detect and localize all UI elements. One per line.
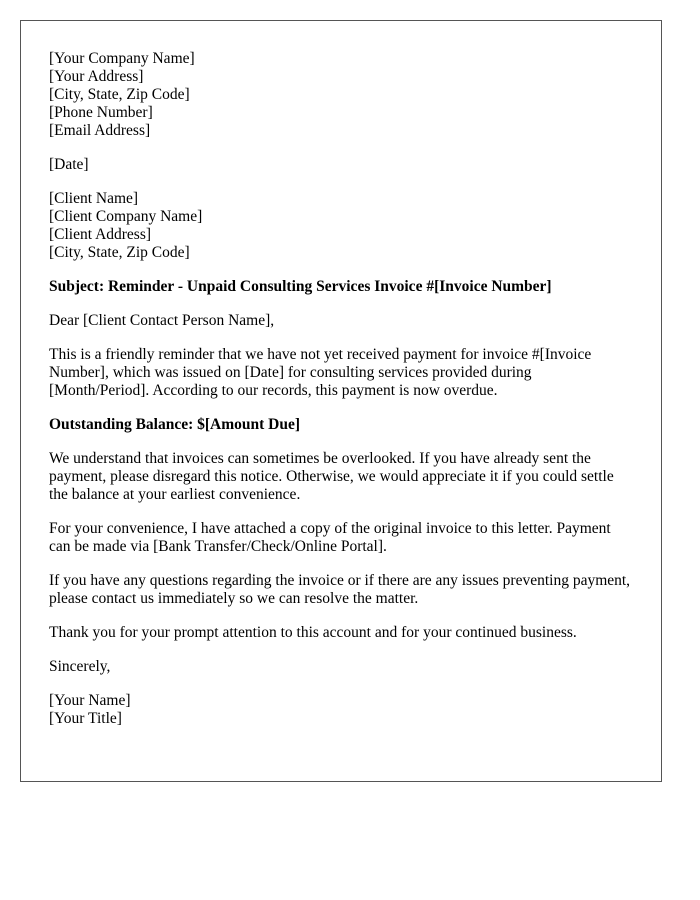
recipient-name: [Client Name] <box>49 190 139 207</box>
outstanding-balance: Outstanding Balance: $[Amount Due] <box>49 416 301 433</box>
recipient-company: [Client Company Name] <box>49 208 203 225</box>
intro-paragraph: This is a friendly reminder that we have not yet received payment for invoice #[Invoice Number], which was issued on [Date] for consulting services provided during [Month/Period]. According to our records, this payment is now overdue. <box>49 346 592 399</box>
subject-line: Subject: Reminder - Unpaid Consulting Services Invoice #[Invoice Number] <box>49 278 552 295</box>
sender-city-state-zip: [City, State, Zip Code] <box>49 86 190 103</box>
recipient-address: [Client Address] <box>49 226 152 243</box>
understand-paragraph: We understand that invoices can sometimes be overlooked. If you have already sent the payment, please disregard this notice. Otherwise, we would appreciate it if you could settle the balance at your earliest convenience. <box>49 450 614 503</box>
signature-name: [Your Name] <box>49 692 131 709</box>
sender-email: [Email Address] <box>49 122 151 139</box>
sender-address-block <box>49 50 633 140</box>
sender-address: [Your Address] <box>49 68 144 85</box>
thanks-paragraph: Thank you for your prompt attention to this account and for your continued business. <box>49 624 577 641</box>
sender-phone: [Phone Number] <box>49 104 153 121</box>
sender-company: [Your Company Name] <box>49 50 195 67</box>
attached-paragraph: For your convenience, I have attached a copy of the original invoice to this letter. Payment can be made via [Bank Transfer/Check/Online Portal]. <box>49 520 611 555</box>
recipient-city-state-zip: [City, State, Zip Code] <box>49 244 190 261</box>
questions-paragraph: If you have any questions regarding the invoice or if there are any issues preventing payment, please contact us immediately so we can resolve the matter. <box>49 572 631 607</box>
closing: Sincerely, <box>49 658 111 675</box>
signature-block <box>49 692 633 728</box>
signature-title: [Your Title] <box>49 710 122 727</box>
salutation: Dear [Client Contact Person Name], <box>49 312 275 329</box>
letter-page <box>20 20 662 782</box>
recipient-address-block <box>49 190 633 262</box>
letter-date: [Date] <box>49 156 89 173</box>
